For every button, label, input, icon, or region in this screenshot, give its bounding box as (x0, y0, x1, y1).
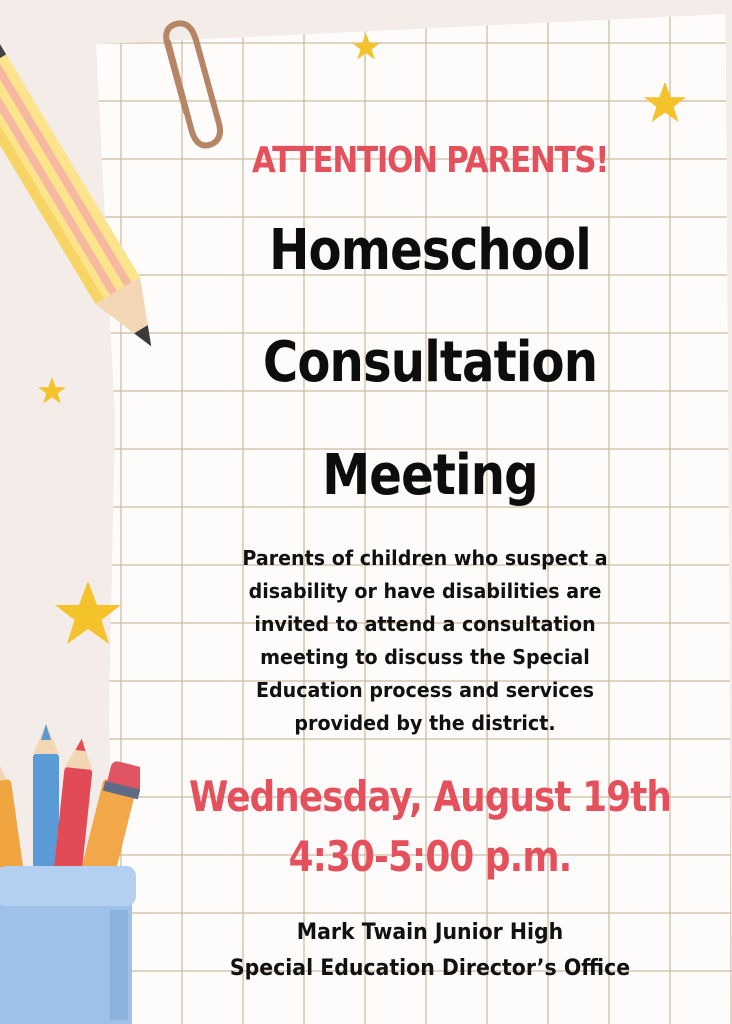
attention-heading: ATTENTION PARENTS! (251, 140, 609, 181)
star-icon (37, 376, 67, 406)
meeting-date: Wednesday, August 19th (188, 772, 672, 821)
star-icon (351, 32, 381, 62)
location-line-2: Special Education Director’s Office (229, 956, 631, 981)
location-line-1: Mark Twain Junior High (296, 920, 564, 945)
meeting-time: 4:30-5:00 p.m. (288, 832, 572, 881)
title-line-3: Meeting (322, 443, 538, 508)
pencil-icon (0, 40, 170, 400)
pencil-cup-icon (0, 720, 140, 1024)
star-icon (50, 578, 126, 650)
title-line-1: Homeschool (269, 218, 591, 283)
title-line-2: Consultation (262, 330, 598, 395)
star-icon (642, 80, 688, 126)
invitation-body: Parents of children who suspect a disability or have disabilities are invited to attend a consultation meeting to discuss the Special Education process and services provided by the district. (242, 546, 608, 735)
